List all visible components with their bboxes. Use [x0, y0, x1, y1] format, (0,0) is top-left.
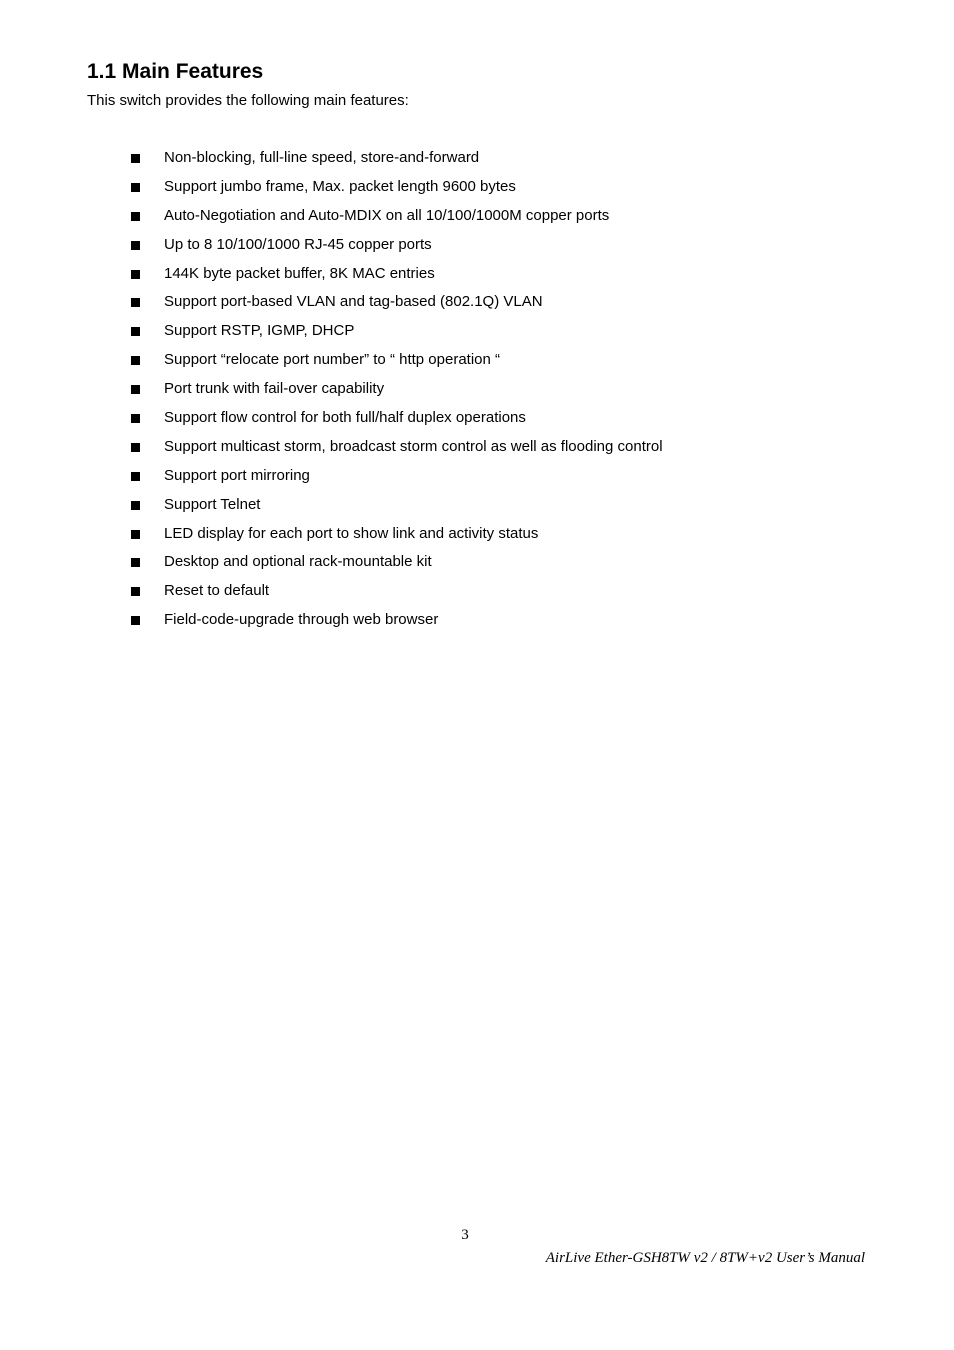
feature-item	[0, 437, 954, 466]
square-bullet-icon	[131, 501, 140, 510]
feature-item	[0, 495, 954, 524]
square-bullet-icon	[131, 443, 140, 452]
feature-text: Support port mirroring	[164, 466, 310, 484]
feature-text: Support multicast storm, broadcast storm control as well as flooding control	[164, 437, 663, 455]
feature-text: Support jumbo frame, Max. packet length 9600 bytes	[164, 177, 516, 195]
feature-item	[0, 321, 954, 350]
feature-item	[0, 292, 954, 321]
square-bullet-icon	[131, 385, 140, 394]
feature-item	[0, 206, 954, 235]
square-bullet-icon	[131, 414, 140, 423]
feature-item	[0, 350, 954, 379]
square-bullet-icon	[131, 616, 140, 625]
feature-item	[0, 235, 954, 264]
square-bullet-icon	[131, 154, 140, 163]
feature-text: Field-code-upgrade through web browser	[164, 611, 439, 629]
feature-item	[0, 581, 954, 610]
feature-text: LED display for each port to show link and activity status	[164, 524, 539, 542]
feature-text: Auto-Negotiation and Auto-MDIX on all 10/100/1000M copper ports	[164, 206, 610, 224]
square-bullet-icon	[131, 270, 140, 279]
square-bullet-icon	[131, 241, 140, 250]
feature-text: Up to 8 10/100/1000 RJ-45 copper ports	[164, 235, 432, 253]
feature-item	[0, 552, 954, 581]
section-title: 1.1 Main Features	[87, 60, 264, 83]
feature-text: Port trunk with fail-over capability	[164, 380, 385, 398]
feature-item	[0, 610, 954, 639]
intro-text: This switch provides the following main features:	[87, 92, 409, 109]
feature-text: Support port-based VLAN and tag-based (802.1Q) VLAN	[164, 293, 543, 311]
manual-title-footer: AirLive Ether-GSH8TW v2 / 8TW+v2 User’s Manual	[545, 1250, 865, 1266]
feature-item	[0, 408, 954, 437]
feature-text: Non-blocking, full-line speed, store-and-forward	[164, 149, 480, 166]
feature-item	[0, 177, 954, 206]
square-bullet-icon	[131, 212, 140, 221]
square-bullet-icon	[131, 530, 140, 539]
feature-text: Support Telnet	[164, 495, 261, 513]
page-number: 3	[461, 1227, 469, 1243]
square-bullet-icon	[131, 298, 140, 307]
feature-text: Reset to default	[164, 582, 270, 600]
feature-item	[0, 379, 954, 408]
feature-text: Support flow control for both full/half duplex operations	[164, 409, 526, 427]
square-bullet-icon	[131, 558, 140, 567]
feature-item	[0, 466, 954, 495]
feature-list	[0, 148, 954, 639]
feature-text: Support RSTP, IGMP, DHCP	[164, 322, 355, 340]
square-bullet-icon	[131, 472, 140, 481]
square-bullet-icon	[131, 183, 140, 192]
square-bullet-icon	[131, 327, 140, 336]
feature-item	[0, 148, 954, 177]
feature-text: Desktop and optional rack-mountable kit	[164, 553, 432, 571]
feature-text: 144K byte packet buffer, 8K MAC entries	[164, 264, 435, 282]
square-bullet-icon	[131, 356, 140, 365]
square-bullet-icon	[131, 587, 140, 596]
feature-text: Support “relocate port number” to “ http operation “	[164, 351, 501, 369]
feature-item	[0, 264, 954, 293]
feature-item	[0, 524, 954, 553]
